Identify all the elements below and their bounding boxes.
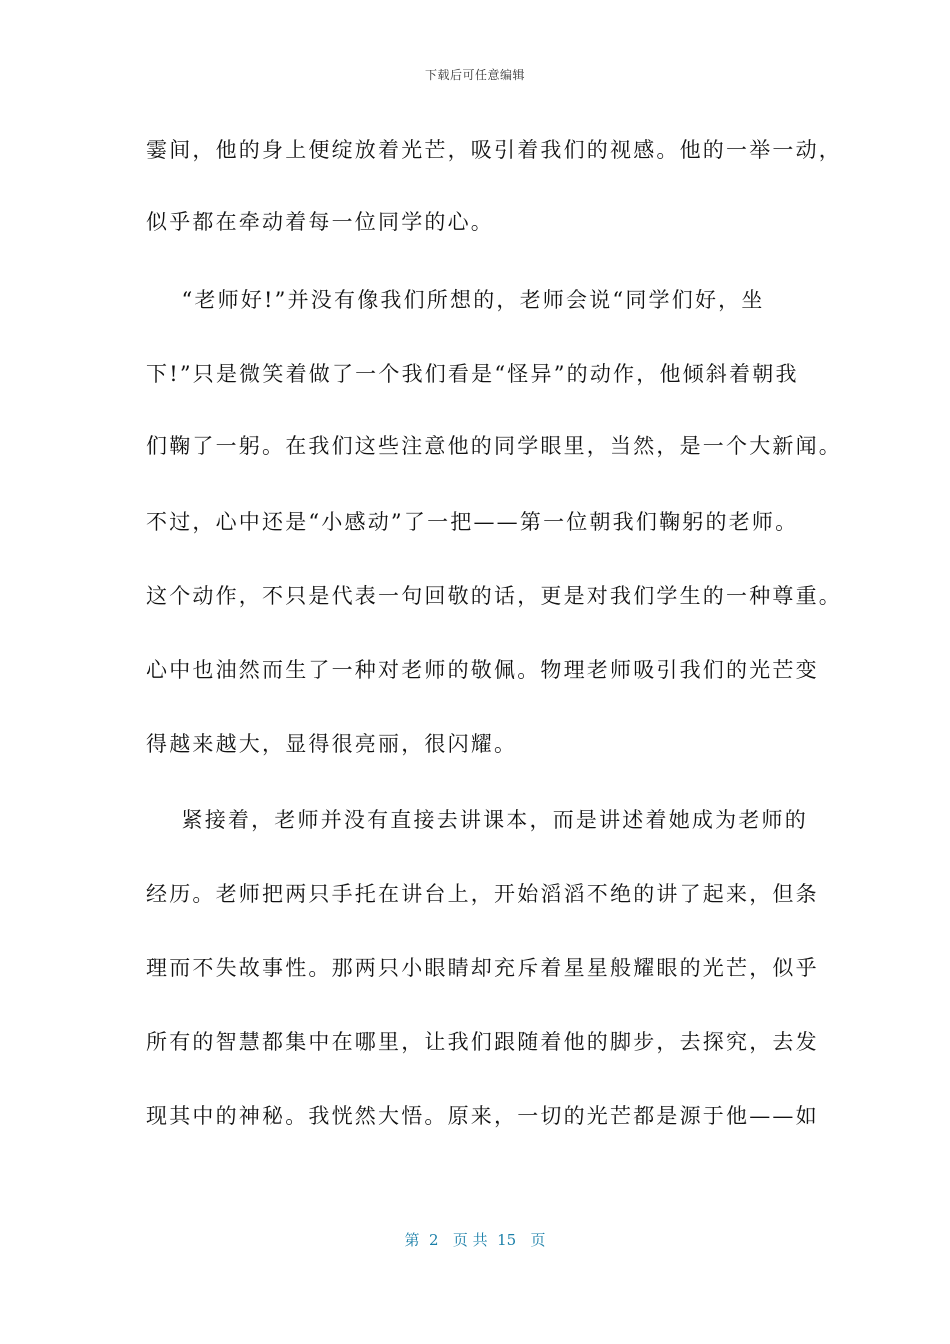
- body-line: 经历。老师把两只手托在讲台上，开始滔滔不绝的讲了起来，但条: [146, 882, 819, 906]
- page-footer: 第 2 页 共 15 页: [404, 1231, 546, 1249]
- body-line: 不过，心中还是“小感动”了一把——第一位朝我们鞠躬的老师。: [146, 510, 799, 534]
- body-line: 心中也油然而生了一种对老师的敬佩。物理老师吸引我们的光芒变: [146, 658, 819, 682]
- body-line: 所有的智慧都集中在哪里，让我们跟随着他的脚步，去探究，去发: [146, 1030, 819, 1054]
- body-line: 这个动作，不只是代表一句回敬的话，更是对我们学生的一种尊重。: [146, 584, 842, 608]
- body-line: 紧接着，老师并没有直接去讲课本，而是讲述着她成为老师的: [146, 808, 808, 832]
- body-line: 现其中的神秘。我恍然大悟。原来，一切的光芒都是源于他——如: [146, 1104, 819, 1128]
- body-line: 理而不失故事性。那两只小眼睛却充斥着星星般耀眼的光芒，似乎: [146, 956, 819, 980]
- body-line: 似乎都在牵动着每一位同学的心。: [146, 210, 494, 234]
- body-line: 下!”只是微笑着做了一个我们看是“怪异”的动作，他倾斜着朝我: [146, 362, 799, 386]
- page-header: 下载后可任意编辑: [424, 68, 525, 82]
- body-line: 得越来越大，显得很亮丽，很闪耀。: [146, 732, 518, 756]
- body-line: “老师好!”并没有像我们所想的，老师会说“同学们好，坐: [146, 288, 765, 312]
- body-line: 们鞠了一躬。在我们这些注意他的同学眼里，当然，是一个大新闻。: [146, 434, 842, 458]
- body-line: 霎间，他的身上便绽放着光芒，吸引着我们的视感。他的一举一动，: [146, 138, 842, 162]
